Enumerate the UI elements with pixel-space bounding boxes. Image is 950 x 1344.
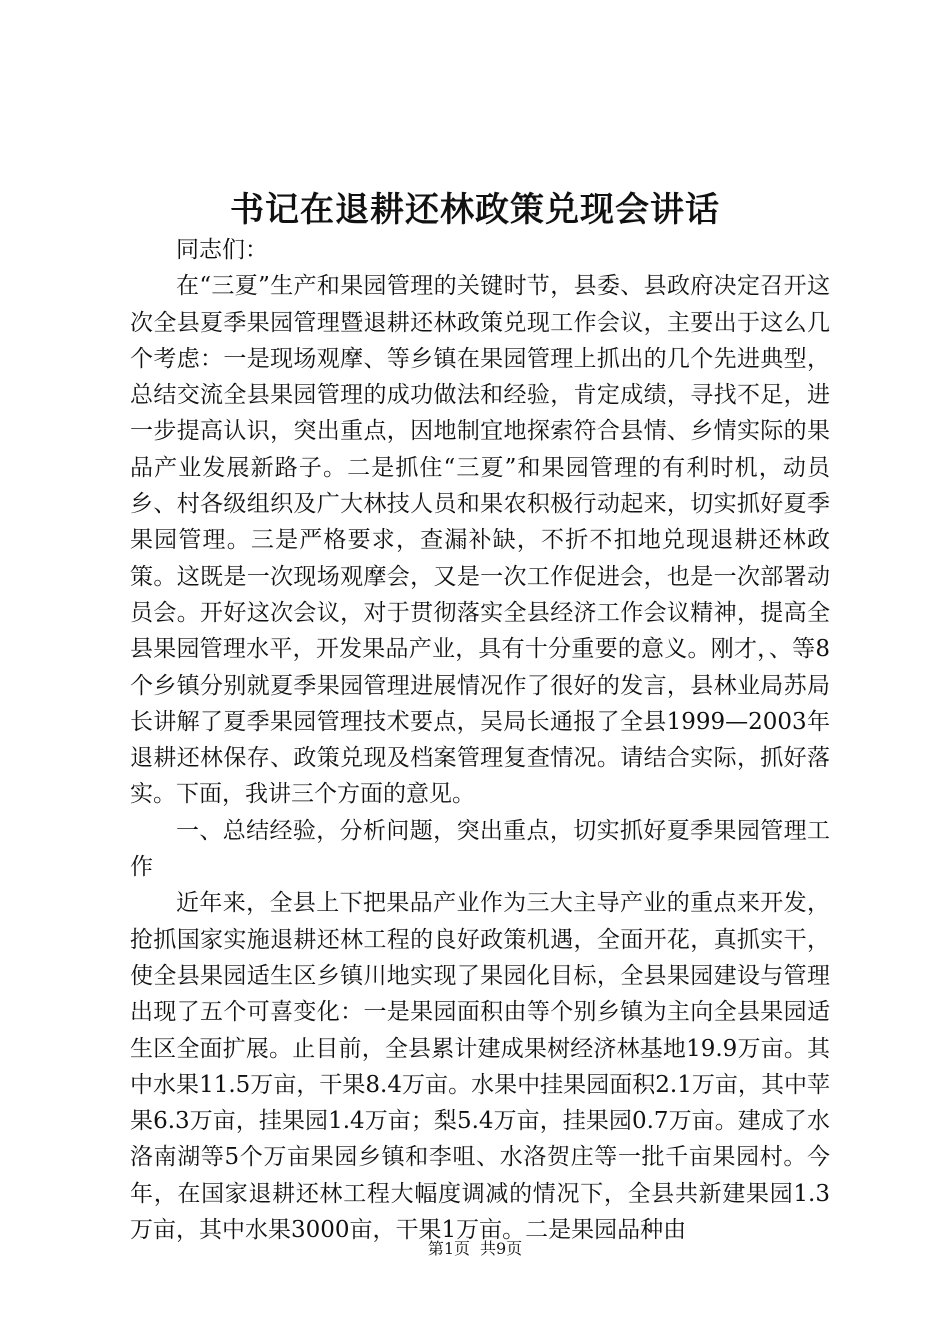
salutation-paragraph: 同志们： [176,237,268,263]
page-number: 第1页 [427,1239,470,1258]
intro-paragraph: 在“三夏”生产和果园管理的关键时节，县委、县政府决定召开这次全县夏季果园管理暨退耕还林政策兑现工作会议，主要出于这么几个考虑：一是现场观摩、等乡镇在果园管理上抓出的几个先进典型，总结交流全县果园管理的成功做法和经验，肯定成绩，寻找不足，进一步提高认识，突出重点，因地制宜地探索符合县情、乡情实际的果品产业发展新路子。二是抓住“三夏”和果园管理的有利时机，动员乡、村各级组织及广大林技人员和果农积极行动起来，切实抓好夏季果园管理。三是严格要求，查漏补缺，不折不扣地兑现退耕还林政策。这既是一次现场观摩会，又是一次工作促进会，也是一次部署动员会。开好这次会议，对于贯彻落实全县经济工作会议精神，提高全县果园管理水平，开发果品产业，具有十分重要的意义。刚才，、等8个乡镇分别就夏季果园管理进展情况作了很好的发言，县林业局苏局长讲解了夏季果园管理技术要点，吴局长通报了全县1999—2003年退耕还林保存、政策兑现及档案管理复查情况。请结合实际，抓好落实。下面，我讲三个方面的意见。 [130,273,830,808]
page-total: 共9页 [480,1239,523,1258]
document-body [130,232,830,1248]
page-footer [0,1238,950,1260]
document-title: 书记在退耕还林政策兑现会讲话 [230,190,720,230]
section-heading: 一、总结经验，分析问题，突出重点，切实抓好夏季果园管理工作 [130,817,830,881]
body-paragraph: 近年来，全县上下把果品产业作为三大主导产业的重点来开发，抢抓国家实施退耕还林工程的良好政策机遇，全面开花，真抓实干，使全县果园适生区乡镇川地实现了果园化目标，全县果园建设与管理出现了五个可喜变化：一是果园面积由等个别乡镇为主向全县果园适生区全面扩展。止目前，全县累计建成果树经济林基地19.9万亩。其中水果11.5万亩，干果8.4万亩。水果中挂果园面积2.1万亩，其中苹果6.3万亩，挂果园1.4万亩；梨5.4万亩，挂果园0.7万亩。建成了水洛南湖等5个万亩果园乡镇和李咀、水洛贺庄等一批千亩果园村。今年，在国家退耕还林工程大幅度调减的情况下，全县共新建果园1.3万亩，其中水果3000亩，干果1万亩。二是果园品种由 [130,890,830,1244]
